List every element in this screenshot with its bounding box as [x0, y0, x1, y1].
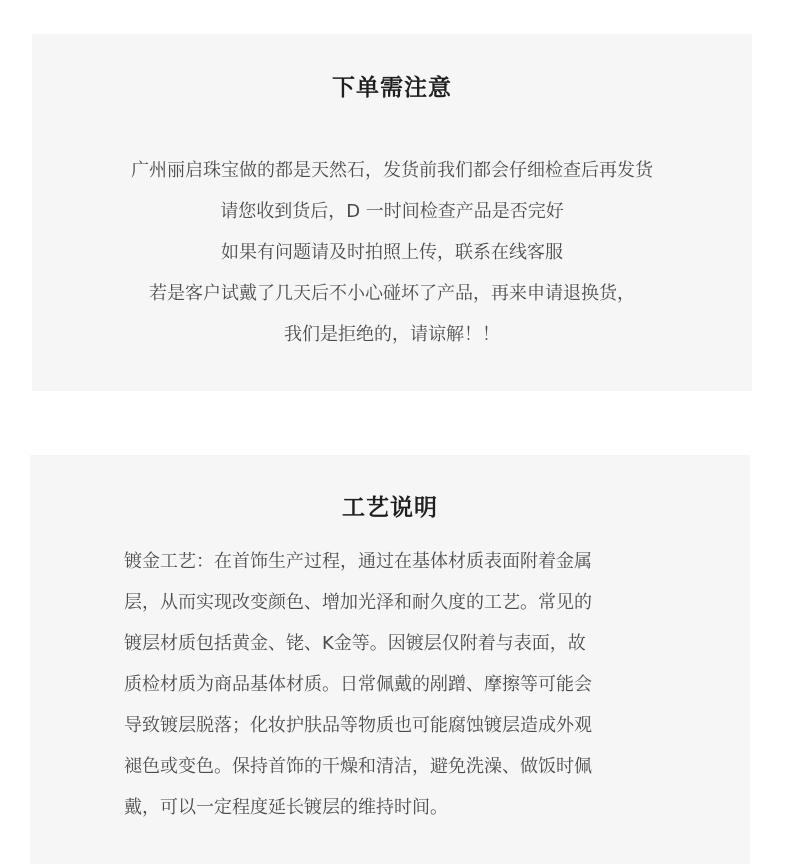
craft-description-line: 镀层材质包括黄金、铑、K金等。因镀层仅附着与表面，故: [124, 633, 586, 654]
order-notice-title: 下单需注意: [332, 75, 452, 101]
craft-description-line: 导致镀层脱落；化妆护肤品等物质也可能腐蚀镀层造成外观: [124, 715, 592, 736]
craft-description-line: 质检材质为商品基体材质。日常佩戴的剐蹭、摩擦等可能会: [124, 674, 592, 695]
craft-description-panel: [30, 455, 750, 864]
craft-description-line: 镀金工艺：在首饰生产过程，通过在基体材质表面附着金属: [124, 551, 592, 572]
craft-description-text: [124, 541, 664, 828]
order-notice-line: 若是客户试戴了几天后不小心碰坏了产品，再来申请退换货，: [149, 283, 635, 304]
craft-description-line: 层，从而实现改变颜色、增加光泽和耐久度的工艺。常见的: [124, 592, 592, 613]
order-notice-line: 广州丽启珠宝做的都是天然石，发货前我们都会仔细检查后再发货: [131, 160, 653, 181]
craft-description-line: 戴，可以一定程度延长镀层的维持时间。: [124, 797, 448, 818]
order-notice-line: 请您收到货后，D 一时间检查产品是否完好: [220, 201, 564, 222]
order-notice-line: 我们是拒绝的，请谅解！！: [284, 324, 500, 345]
craft-description-line: 褪色或变色。保持首饰的干燥和清洁，避免洗澡、做饭时佩: [124, 756, 592, 777]
craft-description-title: 工艺说明: [342, 495, 438, 521]
order-notice-line: 如果有问题请及时拍照上传，联系在线客服: [221, 242, 563, 263]
order-notice-text: [32, 150, 752, 355]
order-notice-panel: [32, 34, 752, 391]
